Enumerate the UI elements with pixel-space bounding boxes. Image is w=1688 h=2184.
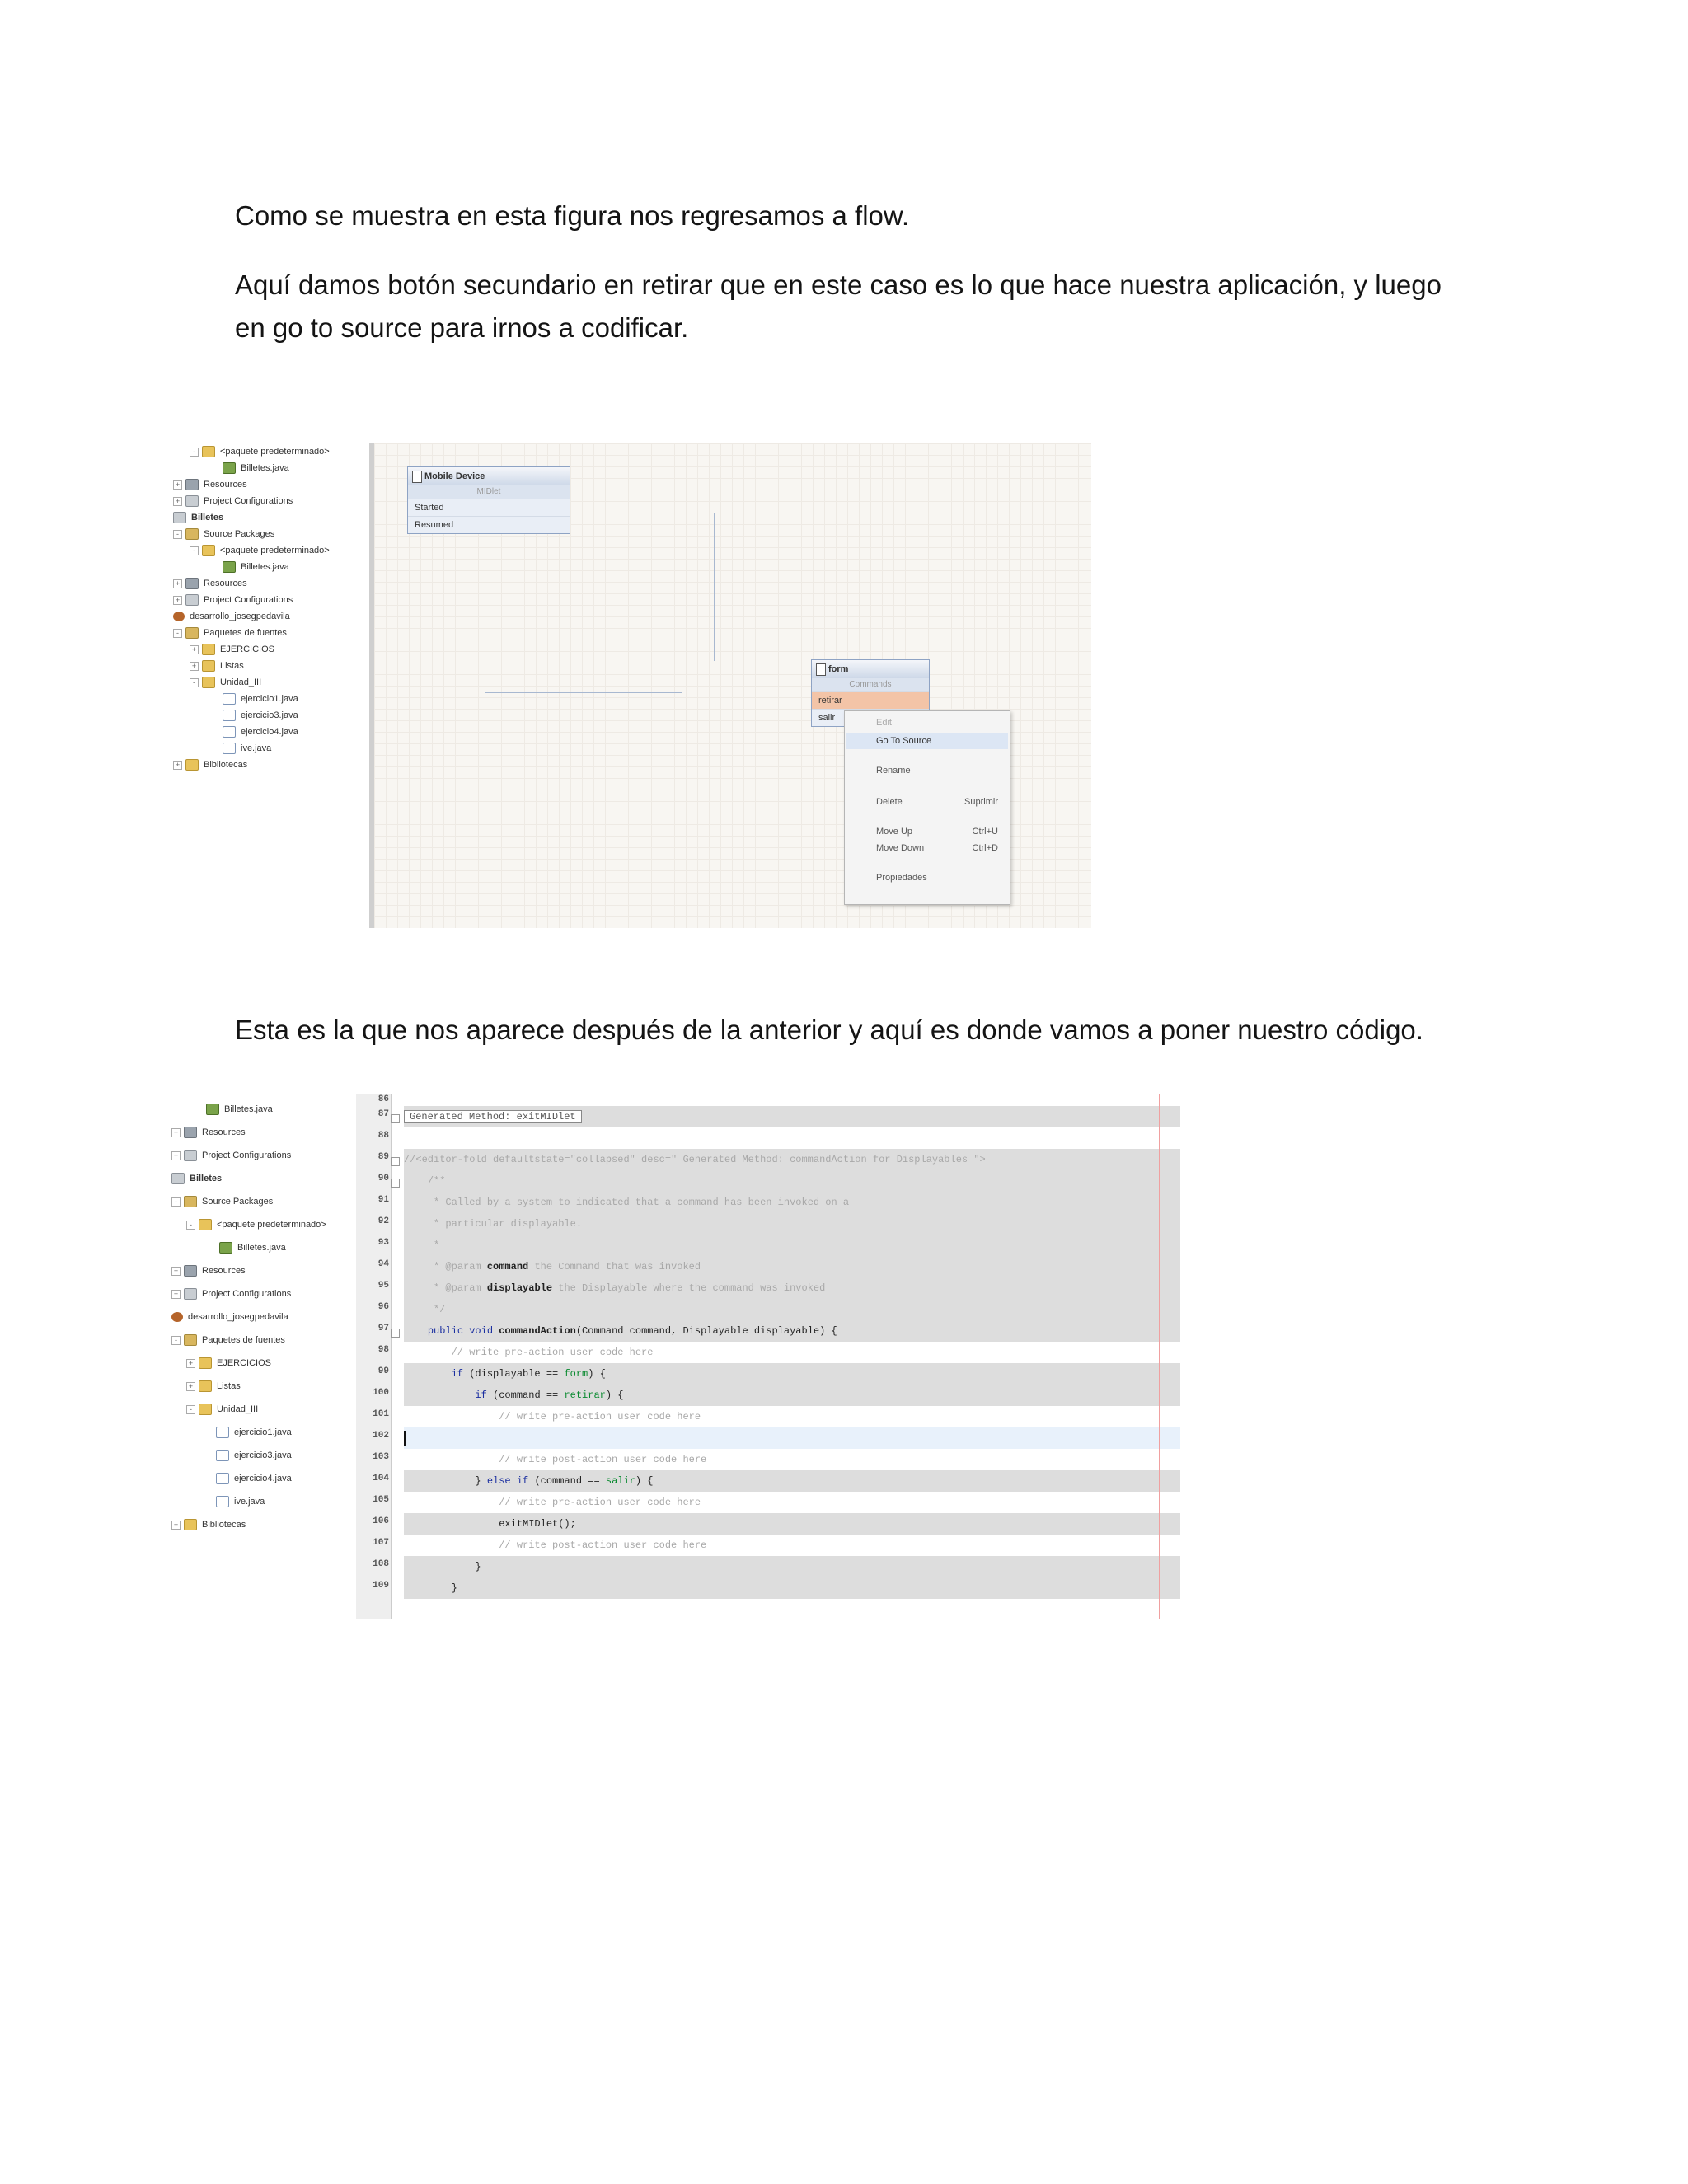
- command-salir[interactable]: salir: [812, 709, 929, 726]
- tree-item[interactable]: ejercicio1.java: [241, 694, 298, 704]
- tree-item[interactable]: Billetes.java: [237, 1243, 286, 1253]
- expand-icon[interactable]: +: [171, 1267, 181, 1276]
- tree-item[interactable]: Project Configurations: [204, 496, 293, 506]
- line-number: 107: [373, 1538, 389, 1548]
- fold-toggle-icon[interactable]: [391, 1329, 400, 1338]
- tree-item[interactable]: ejercicio4.java: [241, 727, 298, 737]
- line-number-gutter: [356, 1094, 392, 1619]
- code-line[interactable]: */: [404, 1299, 1180, 1320]
- flow-wire: [569, 513, 714, 514]
- config-icon: [185, 594, 199, 606]
- code-line[interactable]: // write pre-action user code here: [499, 1497, 701, 1508]
- java-file-icon: [216, 1473, 229, 1484]
- code-line[interactable]: *: [404, 1235, 1180, 1256]
- line-number: 103: [373, 1452, 389, 1462]
- project-icon: [173, 512, 186, 523]
- java-file-icon: [216, 1427, 229, 1438]
- project-icon: [171, 1173, 185, 1184]
- package-icon: [199, 1380, 212, 1392]
- paragraph-intro: Como se muestra en esta figura nos regresamos a flow.: [235, 200, 910, 231]
- code-line[interactable]: public void commandAction(Command command, Displayable displayable) {: [404, 1320, 1180, 1342]
- flow-canvas[interactable]: [369, 443, 1091, 928]
- expand-icon[interactable]: -: [171, 1336, 181, 1345]
- expand-icon[interactable]: -: [190, 546, 199, 555]
- flow-wire: [485, 513, 486, 692]
- code-line[interactable]: // write post-action user code here: [499, 1540, 707, 1551]
- project-icon: [171, 1312, 183, 1322]
- node-title: form: [828, 664, 849, 674]
- java-file-icon: [223, 561, 236, 573]
- project-icon: [173, 612, 185, 621]
- tree-item[interactable]: Resources: [204, 480, 247, 490]
- form-icon: [816, 663, 826, 676]
- java-file-icon: [219, 1242, 232, 1254]
- resources-icon: [185, 479, 199, 490]
- node-item[interactable]: Resumed: [408, 516, 570, 533]
- java-file-icon: [216, 1450, 229, 1461]
- code-line[interactable]: //<editor-fold defaultstate="collapsed" desc=" Generated Method: commandAction for Displayables ">: [404, 1149, 1180, 1170]
- tree-item[interactable]: Project Configurations: [204, 595, 293, 605]
- java-file-icon: [223, 462, 236, 474]
- package-icon: [199, 1357, 212, 1369]
- resources-icon: [184, 1265, 197, 1277]
- flow-wire: [714, 513, 715, 661]
- menu-item-rename[interactable]: Rename: [876, 766, 911, 776]
- code-line[interactable]: [404, 1106, 1180, 1127]
- code-line[interactable]: [404, 1127, 1180, 1149]
- expand-icon[interactable]: +: [173, 497, 182, 506]
- line-number: 87: [377, 1109, 389, 1119]
- tree-item[interactable]: ejercicio3.java: [241, 710, 298, 720]
- tree-item[interactable]: Billetes.java: [224, 1104, 273, 1114]
- tree-item[interactable]: Resources: [204, 579, 247, 588]
- tree-item[interactable]: <paquete predeterminado>: [220, 447, 330, 457]
- menu-item-move-down[interactable]: Move Down Ctrl+D: [876, 843, 998, 853]
- package-icon: [202, 660, 215, 672]
- code-line[interactable]: /**: [404, 1170, 1180, 1192]
- menu-item-move-up[interactable]: Move Up Ctrl+U: [876, 827, 998, 837]
- config-icon: [184, 1150, 197, 1161]
- fold-toggle-icon[interactable]: [391, 1179, 400, 1188]
- code-line[interactable]: * @param displayable the Displayable where the command was invoked: [404, 1277, 1180, 1299]
- expand-icon[interactable]: -: [186, 1405, 195, 1414]
- tree-item[interactable]: Resources: [202, 1266, 246, 1276]
- node-title: Mobile Device: [424, 471, 485, 481]
- code-line-current[interactable]: [404, 1427, 1180, 1449]
- code-line[interactable]: }: [404, 1577, 1180, 1599]
- code-line[interactable]: exitMIDlet();: [404, 1513, 1180, 1535]
- tree-item[interactable]: EJERCICIOS: [217, 1358, 272, 1368]
- tree-item[interactable]: Billetes: [190, 1174, 223, 1183]
- fold-toggle-icon[interactable]: [391, 1157, 400, 1166]
- paragraph-instructions: Aquí damos botón secundario en retirar que en este caso es lo que hace nuestra aplicación, y luego en go to source para irnos a codificar.: [235, 269, 1442, 343]
- expand-icon[interactable]: +: [171, 1521, 181, 1530]
- expand-icon[interactable]: -: [171, 1197, 181, 1207]
- expand-icon[interactable]: +: [173, 579, 182, 588]
- package-icon: [199, 1219, 212, 1230]
- line-number: 98: [377, 1345, 389, 1355]
- menu-item-go-to-source[interactable]: Go To Source: [846, 733, 1008, 749]
- tree-item[interactable]: ejercicio3.java: [234, 1451, 292, 1460]
- flow-wire: [485, 692, 682, 694]
- line-number: 108: [373, 1559, 389, 1569]
- expand-icon[interactable]: +: [171, 1290, 181, 1299]
- fold-toggle-icon[interactable]: [391, 1114, 400, 1123]
- source-packages-icon: [185, 627, 199, 639]
- expand-icon[interactable]: -: [190, 448, 199, 457]
- expand-icon[interactable]: +: [173, 480, 182, 490]
- tree-item[interactable]: Billetes.java: [241, 463, 289, 473]
- tree-item[interactable]: EJERCICIOS: [220, 644, 275, 654]
- tree-item[interactable]: ive.java: [241, 743, 272, 753]
- code-line[interactable]: } else if (command == salir) {: [404, 1470, 1180, 1492]
- line-number: 105: [373, 1495, 389, 1505]
- expand-icon[interactable]: +: [186, 1359, 195, 1368]
- line-number: 100: [373, 1388, 389, 1398]
- line-number: 95: [377, 1281, 389, 1291]
- package-icon: [202, 545, 215, 556]
- package-icon: [202, 677, 215, 688]
- node-item[interactable]: Started: [408, 499, 570, 516]
- expand-icon[interactable]: +: [190, 662, 199, 671]
- line-number: 94: [377, 1259, 389, 1269]
- line-number: 90: [377, 1174, 389, 1183]
- code-line[interactable]: * @param command the Command that was invoked: [404, 1256, 1180, 1277]
- expand-icon[interactable]: -: [173, 629, 182, 638]
- expand-icon[interactable]: +: [171, 1151, 181, 1160]
- expand-icon[interactable]: +: [173, 761, 182, 770]
- code-line[interactable]: if (command == retirar) {: [404, 1385, 1180, 1406]
- tree-item[interactable]: <paquete predeterminado>: [217, 1220, 326, 1230]
- code-line[interactable]: }: [404, 1556, 1180, 1577]
- line-number: 106: [373, 1516, 389, 1526]
- library-icon: [184, 1519, 197, 1530]
- tree-item[interactable]: Bibliotecas: [204, 760, 248, 770]
- menu-item-delete[interactable]: Delete Suprimir: [876, 797, 998, 807]
- tree-item[interactable]: Listas: [217, 1381, 241, 1391]
- config-icon: [184, 1288, 197, 1300]
- java-file-icon: [223, 726, 236, 738]
- line-number: 109: [373, 1581, 389, 1591]
- package-icon: [199, 1404, 212, 1415]
- expand-icon[interactable]: -: [190, 678, 199, 687]
- line-number: 86: [377, 1094, 389, 1104]
- source-packages-icon: [184, 1196, 197, 1207]
- expand-icon[interactable]: +: [171, 1128, 181, 1137]
- line-number: 101: [373, 1409, 389, 1419]
- java-file-icon: [223, 710, 236, 721]
- line-number: 91: [377, 1195, 389, 1205]
- code-line[interactable]: * particular displayable.: [404, 1213, 1180, 1235]
- library-icon: [185, 759, 199, 771]
- line-number: 96: [377, 1302, 389, 1312]
- code-line[interactable]: // write pre-action user code here: [451, 1347, 654, 1358]
- command-retirar[interactable]: retirar: [812, 691, 929, 709]
- java-file-icon: [223, 693, 236, 705]
- line-number: 97: [377, 1324, 389, 1333]
- flow-designer-screenshot: [171, 443, 1091, 928]
- source-packages-icon: [184, 1334, 197, 1346]
- line-number: 99: [377, 1366, 389, 1376]
- tree-item[interactable]: Listas: [220, 661, 244, 671]
- tree-item[interactable]: Source Packages: [202, 1197, 274, 1207]
- node-subtitle: Commands: [812, 678, 929, 691]
- tree-item[interactable]: Billetes.java: [241, 562, 289, 572]
- paragraph-code-intro: Esta es la que nos aparece después de la anterior y aquí es donde vamos a poner nuestro código.: [235, 1015, 1423, 1045]
- tree-item[interactable]: Billetes: [191, 513, 224, 523]
- expand-icon[interactable]: +: [190, 645, 199, 654]
- context-menu: [844, 710, 1010, 905]
- menu-item-edit[interactable]: Edit: [876, 718, 892, 728]
- expand-icon[interactable]: -: [186, 1221, 195, 1230]
- code-line[interactable]: // write pre-action user code here: [499, 1411, 701, 1422]
- tree-item[interactable]: Bibliotecas: [202, 1520, 246, 1530]
- text-caret: [404, 1431, 406, 1446]
- device-icon: [412, 471, 422, 483]
- code-line[interactable]: * Called by a system to indicated that a command has been invoked on a: [404, 1192, 1180, 1213]
- resources-icon: [185, 578, 199, 589]
- line-number: 92: [377, 1216, 389, 1226]
- tree-item[interactable]: Resources: [202, 1127, 246, 1137]
- resources-icon: [184, 1127, 197, 1138]
- line-number: 89: [377, 1152, 389, 1162]
- tree-item[interactable]: ive.java: [234, 1497, 265, 1507]
- tree-item[interactable]: ejercicio1.java: [234, 1427, 292, 1437]
- expand-icon[interactable]: +: [173, 596, 182, 605]
- line-number: 104: [373, 1474, 389, 1483]
- line-number: 93: [377, 1238, 389, 1248]
- menu-item-properties[interactable]: Propiedades: [876, 873, 927, 883]
- right-margin-guide: [1159, 1094, 1160, 1619]
- tree-item[interactable]: Unidad_III: [217, 1404, 259, 1414]
- tree-item[interactable]: ejercicio4.java: [234, 1474, 292, 1483]
- java-file-icon: [223, 743, 236, 754]
- tree-item[interactable]: Project Configurations: [202, 1289, 292, 1299]
- source-packages-icon: [185, 528, 199, 540]
- expand-icon[interactable]: -: [173, 530, 182, 539]
- tree-item[interactable]: Unidad_III: [220, 677, 262, 687]
- tree-item[interactable]: <paquete predeterminado>: [220, 546, 330, 555]
- config-icon: [185, 495, 199, 507]
- tree-item[interactable]: Project Configurations: [202, 1151, 292, 1160]
- tree-item[interactable]: desarrollo_josegpedavila: [188, 1312, 288, 1322]
- code-editor[interactable]: [356, 1094, 1180, 1619]
- line-number: 102: [373, 1431, 389, 1441]
- expand-icon[interactable]: +: [186, 1382, 195, 1391]
- package-icon: [202, 446, 215, 457]
- node-subtitle: MIDlet: [408, 485, 570, 499]
- collapsed-fold-label[interactable]: Generated Method: exitMIDlet: [404, 1110, 582, 1123]
- line-number: 88: [377, 1131, 389, 1141]
- java-file-icon: [216, 1496, 229, 1507]
- code-line[interactable]: if (displayable == form) {: [404, 1363, 1180, 1385]
- code-line[interactable]: // write post-action user code here: [499, 1454, 707, 1465]
- code-editor-screenshot: [171, 1094, 1180, 1619]
- tree-item[interactable]: Source Packages: [204, 529, 275, 539]
- tree-item[interactable]: desarrollo_josegpedavila: [190, 612, 290, 621]
- java-file-icon: [206, 1104, 219, 1115]
- mobile-device-node[interactable]: [407, 466, 570, 534]
- package-icon: [202, 644, 215, 655]
- tree-item[interactable]: Paquetes de fuentes: [202, 1335, 285, 1345]
- tree-item[interactable]: Paquetes de fuentes: [204, 628, 287, 638]
